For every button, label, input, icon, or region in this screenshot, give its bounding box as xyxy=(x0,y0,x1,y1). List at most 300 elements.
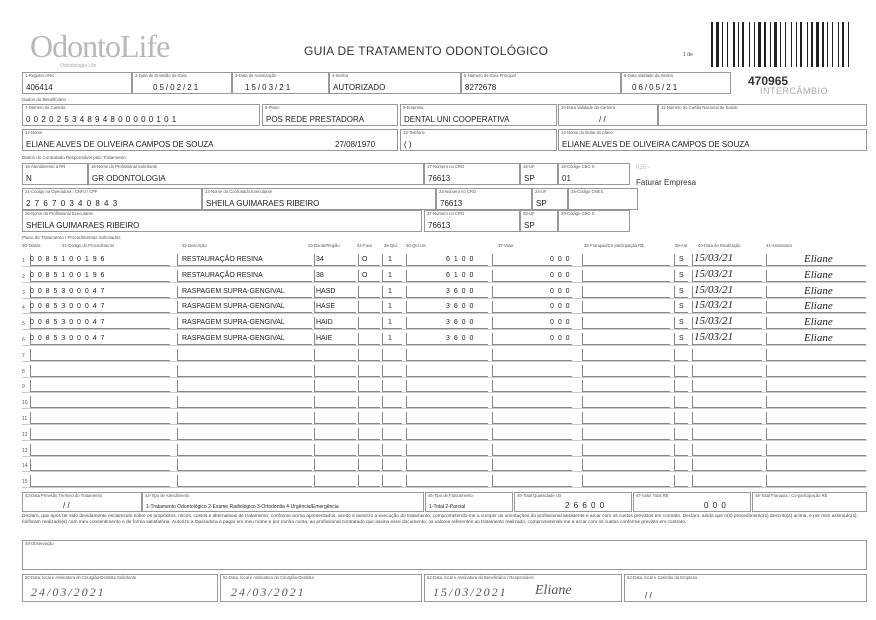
row-cell[interactable] xyxy=(30,444,170,456)
field-label: 21-Código na Operadora / CNPJ / CPF xyxy=(25,189,98,194)
field-label: 29-Código CBO S xyxy=(561,211,595,216)
row-cell[interactable] xyxy=(177,444,312,456)
cell-n: 12 xyxy=(22,431,28,438)
row-cell[interactable] xyxy=(406,380,488,392)
cell-dente: 38 xyxy=(316,271,324,279)
field-label: 8-Plano xyxy=(265,105,280,110)
barcode-bar xyxy=(820,22,821,67)
cell-codigo: 0 0 8 5 3 0 0 0 4 7 xyxy=(30,335,106,342)
field-value[interactable]: 76613 xyxy=(428,174,451,183)
field-value[interactable]: GR ODONTOLOGIA xyxy=(92,174,166,183)
field-cartao-nacional xyxy=(658,104,867,126)
procedure-row xyxy=(22,269,867,283)
row-cell[interactable] xyxy=(314,412,356,424)
row-cell[interactable] xyxy=(382,270,402,282)
barcode xyxy=(711,22,866,67)
barcode-bar xyxy=(807,22,808,67)
row-cell[interactable] xyxy=(406,396,488,408)
barcode-bar xyxy=(774,22,777,67)
cell-dente: HASD xyxy=(316,287,336,295)
cell-qtd: 1 xyxy=(388,335,392,342)
field-label: 14-Nome do titular do plano xyxy=(561,130,613,135)
row-cell[interactable] xyxy=(382,317,402,329)
row-cell[interactable] xyxy=(692,459,762,471)
field-label: 45-Tipo de Faturamento xyxy=(428,493,473,498)
cell-descricao: RASPAGEM SUPRA-GENGIVAL xyxy=(182,303,285,311)
row-cell[interactable] xyxy=(358,428,380,440)
row-cell[interactable] xyxy=(674,459,688,471)
row-cell[interactable] xyxy=(674,365,688,377)
row-cell[interactable] xyxy=(406,412,488,424)
signature-date[interactable]: 24/03/2021 xyxy=(31,585,106,599)
row-cell[interactable] xyxy=(358,333,380,345)
cell-aut: S xyxy=(679,335,684,342)
barcode-bar xyxy=(798,22,799,67)
field-profissional-executante xyxy=(22,210,422,232)
field-value[interactable]: N xyxy=(26,174,32,183)
row-cell[interactable] xyxy=(582,270,670,282)
barcode-bar xyxy=(762,22,763,67)
row-cell[interactable] xyxy=(177,412,312,424)
row-cell[interactable] xyxy=(177,428,312,440)
row-cell[interactable] xyxy=(766,475,866,487)
field-value[interactable]: SHEILA GUIMARAES RIBEIRO xyxy=(206,199,320,208)
row-cell[interactable] xyxy=(766,349,866,361)
barcode-bar xyxy=(816,22,819,67)
cell-n: 7 xyxy=(22,352,25,359)
field-total-franquia xyxy=(752,492,867,512)
row-cell[interactable] xyxy=(382,254,402,266)
field-profissional-solicitante xyxy=(88,163,424,185)
field-label: 6-Data Validade da Senha xyxy=(624,73,673,78)
field-cnes xyxy=(568,188,638,210)
row-cell[interactable] xyxy=(30,396,170,408)
row-cell[interactable] xyxy=(382,380,402,392)
field-assinatura-beneficiario xyxy=(424,574,622,602)
cell-data: 15/03/21 xyxy=(694,331,734,343)
field-label: 43-Data Previsão Término do Tratamento xyxy=(25,493,102,498)
cell-n: 11 xyxy=(22,416,28,422)
row-cell[interactable] xyxy=(406,365,488,377)
row-cell[interactable] xyxy=(382,428,402,440)
row-cell[interactable] xyxy=(492,475,572,487)
row-cell[interactable] xyxy=(492,380,572,392)
row-cell[interactable] xyxy=(314,459,356,471)
cell-qtd-us: 3 6 0 0 xyxy=(446,303,475,311)
cell-codigo: 0 0 8 5 3 0 0 0 4 7 xyxy=(30,303,106,311)
field-value[interactable]: SP xyxy=(536,199,547,208)
cell-data: 15/03/21 xyxy=(694,283,734,296)
field-value[interactable]: 76613 xyxy=(428,221,451,230)
barcode-bar xyxy=(714,22,715,67)
row-cell[interactable] xyxy=(314,349,356,361)
barcode-bar xyxy=(756,22,757,67)
row-cell[interactable] xyxy=(177,365,312,377)
row-cell[interactable] xyxy=(492,459,572,471)
row-cell[interactable] xyxy=(406,459,488,471)
col-franquia: 38-Franquia/Co-participação R$ xyxy=(584,243,644,248)
procedure-row xyxy=(22,427,867,441)
row-cell[interactable] xyxy=(692,444,762,456)
cell-aut: S xyxy=(679,303,684,311)
row-cell[interactable] xyxy=(30,428,170,440)
field-label: 7-Número da Carteira xyxy=(25,105,66,110)
field-value[interactable]: / / xyxy=(599,115,606,124)
field-numero-carteira xyxy=(22,104,260,126)
row-cell[interactable] xyxy=(766,412,866,424)
field-cro-profissional xyxy=(424,210,520,232)
field-carimbo-empresa xyxy=(624,574,867,602)
field-nome xyxy=(22,129,398,151)
procedure-row xyxy=(22,285,867,299)
row-cell[interactable] xyxy=(492,444,572,456)
cell-valor: 0 0 0 xyxy=(550,303,571,311)
row-cell[interactable] xyxy=(382,444,402,456)
procedure-table-header xyxy=(22,243,867,251)
row-cell[interactable] xyxy=(674,349,688,361)
cell-descricao: RESTAURAÇÃO RESINA xyxy=(182,256,263,263)
cell-n: 9 xyxy=(22,384,25,391)
birth-date[interactable]: 27/08/1970 xyxy=(335,140,376,149)
barcode-bar xyxy=(829,22,831,67)
row-cell[interactable] xyxy=(382,475,402,487)
field-value[interactable]: ( ) xyxy=(404,140,412,149)
field-label: 27-Número no CRO xyxy=(427,211,465,216)
row-cell[interactable] xyxy=(692,412,762,424)
barcode-bar xyxy=(796,22,797,67)
row-cell[interactable] xyxy=(766,380,866,392)
cell-assin: Eliane xyxy=(804,253,833,265)
row-cell[interactable] xyxy=(358,317,380,329)
row-cell[interactable] xyxy=(582,412,670,424)
row-cell[interactable] xyxy=(314,475,356,487)
row-cell[interactable] xyxy=(177,396,312,408)
barcode-bar xyxy=(727,22,728,67)
field-label: 15-Atendimento a RN xyxy=(25,164,66,169)
cell-dente: 34 xyxy=(316,256,324,263)
cell-descricao: RASPAGEM SUPRA-GENGIVAL xyxy=(182,335,285,342)
field-value[interactable]: 406414 xyxy=(26,83,53,92)
cell-n: 1 xyxy=(22,258,25,264)
field-value[interactable]: SP xyxy=(524,221,535,230)
field-label: 5-Número da Guia Principal xyxy=(464,73,516,78)
field-assinatura-solicitante xyxy=(22,574,218,602)
field-cro-executante xyxy=(436,188,532,210)
row-cell[interactable] xyxy=(314,428,356,440)
row-cell[interactable] xyxy=(582,365,670,377)
field-atendimento-rn xyxy=(22,163,88,185)
field-label: 46-Total Quantidade US xyxy=(517,493,562,498)
barcode-bar xyxy=(724,22,726,67)
barcode-bar xyxy=(780,22,781,67)
field-value[interactable]: / / xyxy=(645,591,652,600)
row-cell[interactable] xyxy=(766,365,866,377)
row-cell[interactable] xyxy=(406,349,488,361)
row-cell[interactable] xyxy=(382,333,402,345)
row-cell[interactable] xyxy=(406,475,488,487)
row-cell[interactable] xyxy=(358,444,380,456)
cell-codigo: 0 0 8 5 3 0 0 0 4 7 xyxy=(30,319,106,327)
faturar-empresa-label: Faturar Empresa xyxy=(636,178,697,187)
field-value[interactable]: ELIANE ALVES DE OLIVEIRA CAMPOS DE SOUZA xyxy=(562,140,750,149)
field-value[interactable]: 0 0 2 0 2 5 3 4 8 9 4 8 0 0 0 0 0 1 0 1 xyxy=(26,115,177,124)
field-total-us xyxy=(514,492,632,512)
field-value[interactable]: 0 0 0 xyxy=(704,501,727,510)
empresa-code: 035 - xyxy=(636,165,650,171)
row-cell[interactable] xyxy=(30,459,170,471)
row-cell[interactable] xyxy=(582,286,670,298)
field-validade-carteira xyxy=(558,104,658,126)
row-cell[interactable] xyxy=(582,349,670,361)
row-cell[interactable] xyxy=(692,380,762,392)
cell-valor: 0 0 0 xyxy=(550,256,571,263)
field-cbo-profissional xyxy=(558,210,630,232)
row-cell[interactable] xyxy=(582,317,670,329)
cell-qtd-us: 6 1 0 0 xyxy=(446,256,475,263)
row-cell[interactable] xyxy=(382,301,402,313)
field-label: 11-Número do Cartão Nacional de Saúde xyxy=(661,105,738,110)
row-cell[interactable] xyxy=(582,380,670,392)
cell-qtd-us: 3 6 0 0 xyxy=(446,319,475,327)
field-label: 23-Número no CRO xyxy=(439,189,477,194)
field-contratado-executante xyxy=(202,188,436,210)
logo-subtitle: Odontologia Life xyxy=(60,63,97,69)
col-face: 34-Face xyxy=(357,243,373,248)
col-aut: 39-Aut xyxy=(675,243,688,248)
barcode-bar xyxy=(749,22,750,67)
row-cell[interactable] xyxy=(382,349,402,361)
cell-n: 2 xyxy=(22,273,25,280)
cell-data: 15/03/21 xyxy=(694,299,734,312)
row-cell[interactable] xyxy=(314,444,356,456)
field-nome-titular xyxy=(558,129,867,151)
field-value[interactable]: / / xyxy=(63,501,70,510)
row-cell[interactable] xyxy=(582,444,670,456)
field-value[interactable]: 1-Tratamento Odontológico 2-Exame Radiológico 3-Ortodontia 4-Urgência/Emergência xyxy=(146,504,339,510)
cell-assin: Eliane xyxy=(804,268,833,281)
cell-aut: S xyxy=(679,271,684,279)
row-cell[interactable] xyxy=(582,254,670,266)
col-descricao: 32-Descrição xyxy=(182,243,207,248)
row-cell[interactable] xyxy=(492,396,572,408)
row-cell[interactable] xyxy=(766,428,866,440)
field-value[interactable]: ELIANE ALVES DE OLIVEIRA CAMPOS DE SOUZA xyxy=(26,140,214,149)
row-cell[interactable] xyxy=(674,475,688,487)
cell-dente: HASE xyxy=(316,303,336,311)
row-cell[interactable] xyxy=(30,412,170,424)
field-value[interactable]: SHEILA GUIMARAES RIBEIRO xyxy=(26,221,140,230)
row-cell[interactable] xyxy=(582,396,670,408)
field-valor-total xyxy=(633,492,751,512)
cell-qtd-us: 3 6 0 0 xyxy=(446,287,475,295)
procedure-row xyxy=(22,253,867,267)
field-label: 2-Data de Emissão da Guia xyxy=(135,73,187,78)
row-cell[interactable] xyxy=(406,428,488,440)
intercambio-label: INTERCÂMBIO xyxy=(760,86,829,96)
field-value[interactable]: DENTAL UNI COOPERATIVA xyxy=(404,115,510,124)
field-value[interactable]: 15/03/21 xyxy=(245,83,293,92)
declaracao-text: Declaro, que após ter sido devidamente esclarecido sobre os propósitos, riscos, custos e alternativas de tratamento, conforme acima apresentados, aceito e autorizo a execução do tratamento, comprometendo-me a cumprir as orientações do profissional assistente e arcar com os custos previstos em contrato. Declaro, ainda que o(s) procedimento(s) descrito(s) acima, e por mim assinado(s), foi/foram realizado(s) com meu consentimento e de forma satisfatória. Autorizo a Operadora a pagar em meu nome e por minha conta, ao profissional contratado que assina esse documento, os valores referentes ao tratamento realizado, comprometendo-me a arcar com os custos conforme previsto em contrato. xyxy=(22,514,858,525)
row-cell[interactable] xyxy=(382,365,402,377)
barcode-bar xyxy=(720,22,721,67)
field-value[interactable]: 8272678 xyxy=(465,83,497,92)
barcode-bar xyxy=(722,22,723,67)
row-cell[interactable] xyxy=(582,301,670,313)
row-cell[interactable] xyxy=(692,365,762,377)
field-telefone xyxy=(400,129,557,151)
row-cell[interactable] xyxy=(692,349,762,361)
row-cell[interactable] xyxy=(492,349,572,361)
row-cell[interactable] xyxy=(30,475,170,487)
row-cell[interactable] xyxy=(358,380,380,392)
barcode-bar xyxy=(840,22,841,67)
barcode-bar xyxy=(800,22,802,67)
field-label: 53-Data, local e Carimbo da Empresa xyxy=(627,575,698,580)
row-cell[interactable] xyxy=(674,380,688,392)
field-value[interactable]: 06/05/21 xyxy=(632,83,680,92)
cell-qtd: 1 xyxy=(388,256,392,263)
row-cell[interactable] xyxy=(492,428,572,440)
cell-qtd: 1 xyxy=(388,303,392,311)
barcode-bar xyxy=(809,22,810,67)
field-senha xyxy=(329,72,461,94)
cell-face: O xyxy=(362,271,368,279)
field-value[interactable]: 05/02/21 xyxy=(153,83,201,92)
field-value[interactable]: 2 6 6 0 0 xyxy=(565,501,606,510)
row-cell[interactable] xyxy=(358,459,380,471)
field-label: 51-Data, local e Assinatura do Cirurgião-Dentista xyxy=(223,575,314,580)
row-cell[interactable] xyxy=(406,444,488,456)
field-label: 4-Senha xyxy=(332,73,348,78)
cell-aut: S xyxy=(679,256,684,263)
row-cell[interactable] xyxy=(492,365,572,377)
barcode-bar xyxy=(736,22,737,67)
procedure-row xyxy=(22,379,867,393)
signature-date[interactable]: 15/03/2021 xyxy=(433,585,508,599)
barcode-bar xyxy=(740,22,741,67)
cell-valor: 0 0 0 xyxy=(550,319,571,327)
field-label: 1-Registro ANS xyxy=(25,73,54,78)
cell-qtd: 1 xyxy=(388,271,392,279)
row-cell[interactable] xyxy=(582,333,670,345)
barcode-bar xyxy=(742,22,744,67)
cell-face: O xyxy=(362,256,368,263)
row-cell[interactable] xyxy=(177,475,312,487)
cell-n: 8 xyxy=(22,368,25,375)
cell-dente: HAID xyxy=(316,319,333,327)
row-cell[interactable] xyxy=(674,396,688,408)
row-cell[interactable] xyxy=(674,428,688,440)
cell-assin: Eliane xyxy=(804,316,833,329)
row-cell[interactable] xyxy=(177,349,312,361)
field-label: 12-Nome xyxy=(25,130,43,135)
odontolife-logo: OdontoLife xyxy=(30,28,170,64)
barcode-bar xyxy=(733,22,735,67)
field-value[interactable]: POS REDE PRESTADORA xyxy=(266,115,365,124)
row-cell[interactable] xyxy=(692,475,762,487)
field-label: 24-UF xyxy=(535,189,547,194)
row-cell[interactable] xyxy=(30,349,170,361)
row-cell[interactable] xyxy=(358,301,380,313)
cell-valor: 0 0 0 xyxy=(550,335,571,342)
row-cell[interactable] xyxy=(382,459,402,471)
cell-data: 15/03/21 xyxy=(694,267,734,280)
row-cell[interactable] xyxy=(382,396,402,408)
row-cell[interactable] xyxy=(358,365,380,377)
field-value[interactable]: SP xyxy=(524,174,535,183)
field-label: 13-Telefone xyxy=(403,130,425,135)
col-assinatura: 41-Assinatura xyxy=(766,243,792,248)
field-data-emissao xyxy=(132,72,232,94)
cell-valor: 0 0 0 xyxy=(550,271,571,279)
row-cell[interactable] xyxy=(314,380,356,392)
cell-codigo: 0 0 8 5 3 0 0 0 4 7 xyxy=(30,287,106,295)
row-cell[interactable] xyxy=(382,412,402,424)
row-cell[interactable] xyxy=(766,459,866,471)
procedure-row xyxy=(22,443,867,457)
row-cell[interactable] xyxy=(177,459,312,471)
row-cell[interactable] xyxy=(674,412,688,424)
field-uf-solicitante xyxy=(520,163,558,185)
row-cell[interactable] xyxy=(358,412,380,424)
row-cell[interactable] xyxy=(582,428,670,440)
barcode-bar xyxy=(716,22,719,67)
row-cell[interactable] xyxy=(582,475,670,487)
row-cell[interactable] xyxy=(766,396,866,408)
field-tipo-atendimento xyxy=(142,492,424,512)
row-cell[interactable] xyxy=(692,428,762,440)
procedure-row xyxy=(22,395,867,409)
row-cell[interactable] xyxy=(314,365,356,377)
field-label: 3-Data de Autorização xyxy=(235,73,277,78)
field-assinatura-dentista xyxy=(220,574,422,602)
field-value[interactable]: AUTORIZADO xyxy=(333,83,386,92)
procedure-row xyxy=(22,332,867,346)
row-cell[interactable] xyxy=(674,444,688,456)
field-value[interactable]: 76613 xyxy=(440,199,463,208)
field-value[interactable]: 01 xyxy=(562,174,571,183)
cell-descricao: RESTAURAÇÃO RESINA xyxy=(182,271,263,279)
row-cell[interactable] xyxy=(358,475,380,487)
row-cell[interactable] xyxy=(766,444,866,456)
beneficiary-signature: Eliane xyxy=(535,583,572,598)
field-previsao-termino xyxy=(22,492,142,512)
signature-date[interactable]: 24/03/2021 xyxy=(231,585,306,599)
procedure-row xyxy=(22,364,867,378)
procedure-row xyxy=(22,474,867,488)
row-cell[interactable] xyxy=(382,286,402,298)
row-cell[interactable] xyxy=(358,286,380,298)
row-cell[interactable] xyxy=(692,396,762,408)
row-cell[interactable] xyxy=(30,365,170,377)
row-cell[interactable] xyxy=(582,459,670,471)
row-cell[interactable] xyxy=(30,380,170,392)
row-cell[interactable] xyxy=(314,396,356,408)
barcode-bar xyxy=(764,22,766,67)
row-cell[interactable] xyxy=(177,380,312,392)
barcode-bar xyxy=(729,22,732,67)
field-value[interactable]: 2 7 6 7 0 3 4 0 8 4 3 xyxy=(26,199,119,208)
row-cell[interactable] xyxy=(358,396,380,408)
row-cell[interactable] xyxy=(358,349,380,361)
cell-dente: HAIE xyxy=(316,335,333,342)
cell-descricao: RASPAGEM SUPRA-GENGIVAL xyxy=(182,319,285,327)
field-codigo-operadora xyxy=(22,188,202,210)
row-cell[interactable] xyxy=(492,412,572,424)
field-label: 16-Nome do Profissional Solicitante xyxy=(91,164,158,169)
field-value[interactable]: 1-Total 2-Parcial xyxy=(429,504,466,510)
field-label: 19-Código CBO S xyxy=(561,164,595,169)
